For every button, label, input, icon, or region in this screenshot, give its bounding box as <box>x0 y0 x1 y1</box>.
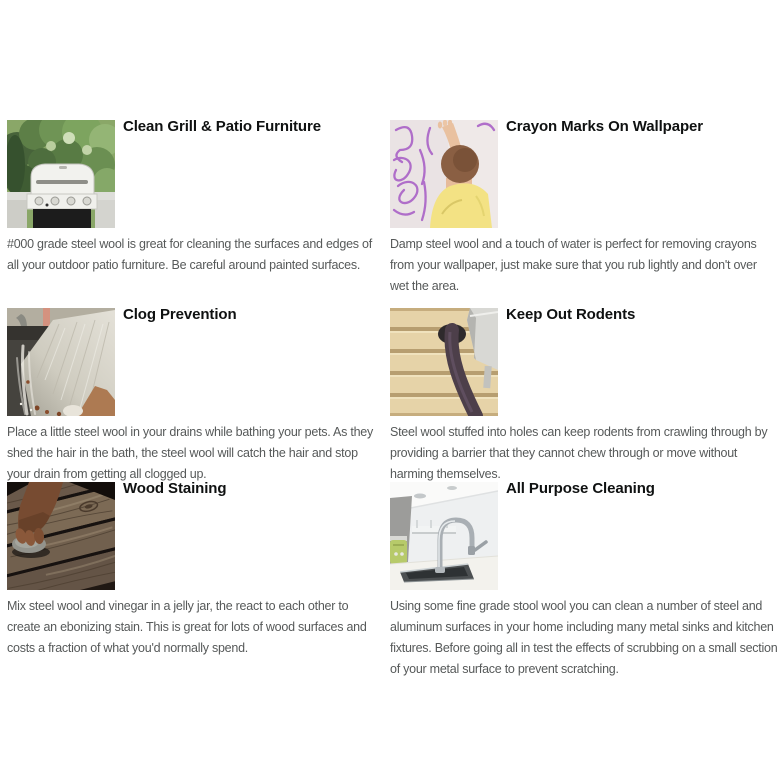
card-description: Place a little steel wool in your drains while bathing your pets. As they shed the hair in the bath, the steel wool will catch the hair and stop your drain from getting all clogged up. <box>7 425 373 481</box>
card-title: All Purpose Cleaning <box>506 480 655 497</box>
card-title: Clog Prevention <box>123 306 237 323</box>
card-description: Using some fine grade stool wool you can clean a number of steel and aluminum surfaces in your home including many metal sinks and kitchen fixtures. Before going all in test the effects of scrubbing on a small section of your metal surface to prevent scratching. <box>390 599 778 676</box>
grill-outdoors-image <box>7 120 115 228</box>
washing-metal-pan-image <box>7 308 115 416</box>
card-description: #000 grade steel wool is great for cleaning the surfaces and edges of all your outdoor patio furniture. Be careful around painted surfaces. <box>7 237 372 272</box>
card-title: Clean Grill & Patio Furniture <box>123 118 321 135</box>
card-description: Damp steel wool and a touch of water is perfect for removing crayons from your wallpaper, just make sure that you rub lightly and don't over wet the area. <box>390 237 757 293</box>
card-title: Keep Out Rodents <box>506 306 636 323</box>
card-description: Steel wool stuffed into holes can keep rodents from crawling through by providing a barrier that they cannot chew through or move without harming themselves. <box>390 425 768 481</box>
baby-crayon-wall-image <box>390 120 498 228</box>
hand-staining-wood-image <box>7 482 115 590</box>
card-title: Crayon Marks On Wallpaper <box>506 118 703 135</box>
hose-through-siding-image <box>390 308 498 416</box>
card-title: Wood Staining <box>123 480 227 497</box>
kitchen-sink-faucet-image <box>390 482 498 590</box>
card-description: Mix steel wool and vinegar in a jelly jar, the react to each other to create an ebonizing stain. This is great for lots of wood surfaces and costs a fraction of what you'd normally spend. <box>7 599 367 655</box>
